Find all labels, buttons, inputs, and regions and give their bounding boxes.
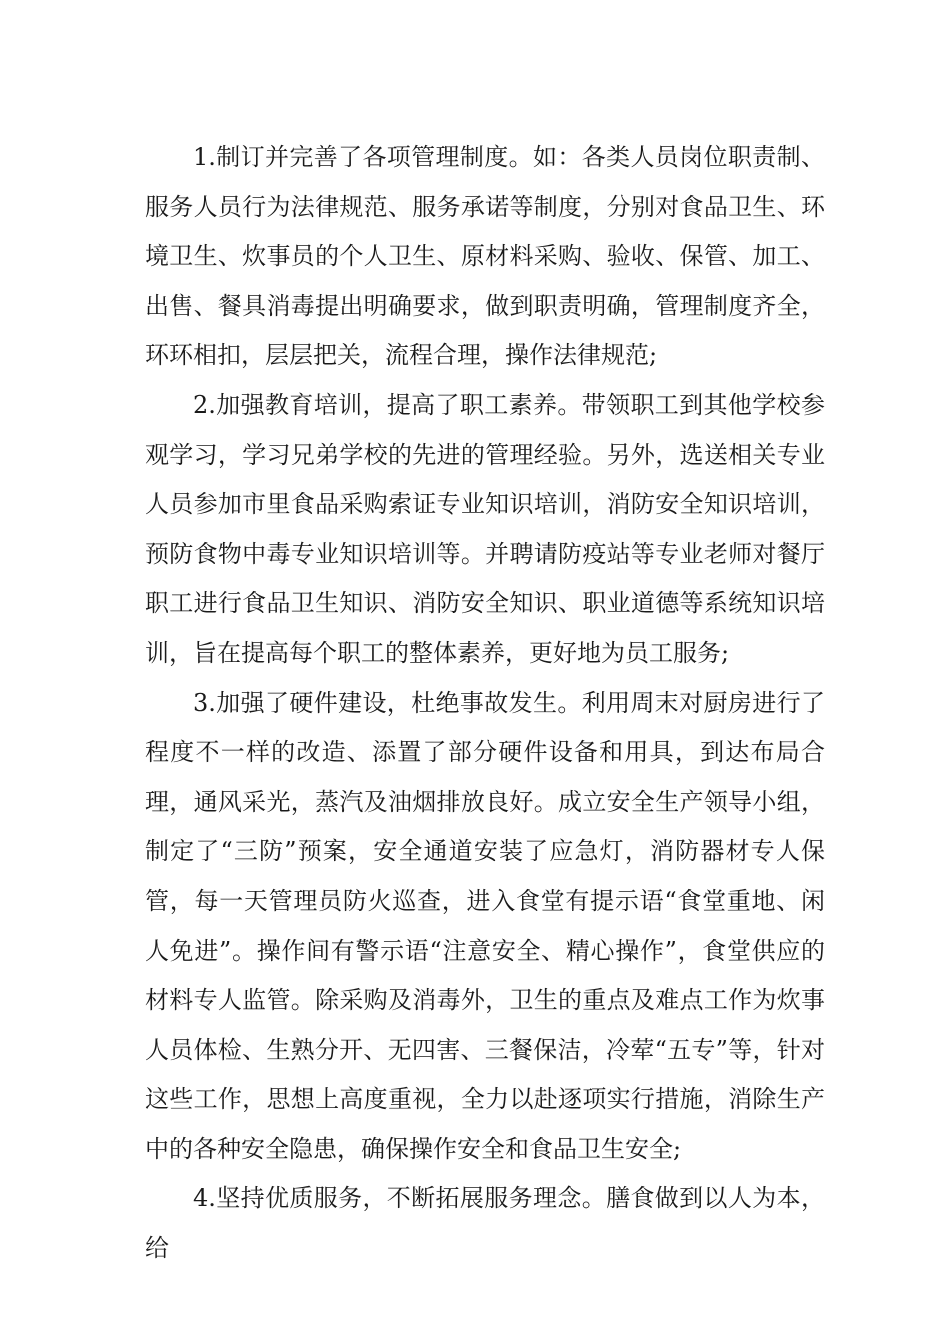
document-body: [145, 133, 825, 1274]
paragraph-4: 4.坚持优质服务，不断拓展服务理念。膳食做到以人为本，给: [145, 1184, 825, 1263]
paragraph-2: 2.加强教育培训，提高了职工素养。带领职工到其他学校参观学习，学习兄弟学校的先进的管理经验。另外，选送相关专业人员参加市里食品采购索证专业知识培训，消防安全知识培训，预防食物中毒专业知识培训等。并聘请防疫站等专业老师对餐厅职工进行食品卫生知识、消防安全知识、职业道德等系统知识培训，旨在提高每个职工的整体素养，更好地为员工服务;: [145, 390, 825, 667]
paragraph-3: 3.加强了硬件建设，杜绝事故发生。利用周末对厨房进行了程度不一样的改造、添置了部分硬件设备和用具，到达布局合理，通风采光，蒸汽及油烟排放良好。成立安全生产领导小组，制定了“三防”预案，安全通道安装了应急灯，消防器材专人保管，每一天管理员防火巡查，进入食堂有提示语“食堂重地、闲人免进”。操作间有警示语“注意安全、精心操作”，食堂供应的材料专人监管。除采购及消毒外，卫生的重点及难点工作为炊事人员体检、生熟分开、无四害、三餐保洁，冷荤“五专”等，针对这些工作，思想上高度重视，全力以赴逐项实行措施，消除生产中的各种安全隐患，确保操作安全和食品卫生安全;: [145, 688, 825, 1163]
paragraph-1: 1.制订并完善了各项管理制度。如：各类人员岗位职责制、服务人员行为法律规范、服务承诺等制度，分别对食品卫生、环境卫生、炊事员的个人卫生、原材料采购、验收、保管、加工、出售、餐具消毒提出明确要求，做到职责明确，管理制度齐全，环环相扣，层层把关，流程合理，操作法律规范;: [145, 143, 825, 370]
